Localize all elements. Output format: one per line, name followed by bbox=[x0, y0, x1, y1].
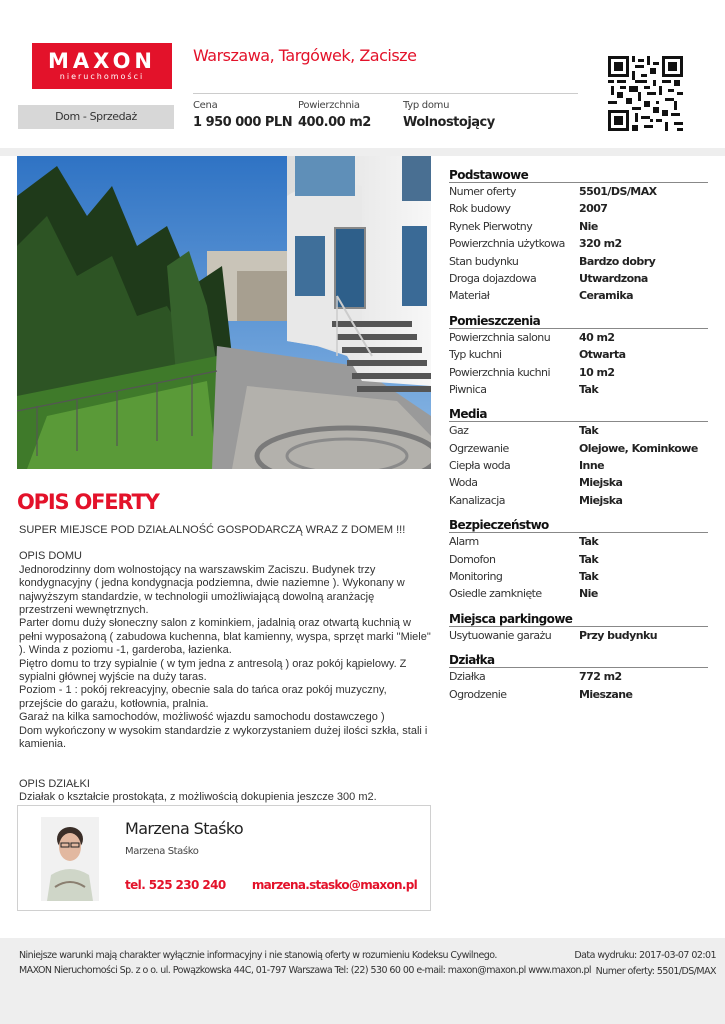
agent-phone-link[interactable]: tel. 525 230 240 bbox=[125, 878, 226, 892]
detail-row bbox=[449, 585, 708, 602]
area-label: Powierzchnia bbox=[298, 100, 360, 111]
detail-key: Materiał bbox=[449, 289, 490, 303]
plot-description-text: Działak o kształcie prostokąta, z możliwością dokupienia jeszcze 300 m2. bbox=[19, 790, 377, 803]
offer-type-badge: Dom - Sprzedaż bbox=[18, 105, 174, 129]
detail-row bbox=[449, 346, 708, 363]
section-title-utilities: Media bbox=[449, 407, 708, 422]
detail-value: 10 m2 bbox=[579, 365, 615, 379]
detail-value: Tak bbox=[579, 535, 599, 549]
property-photo[interactable] bbox=[17, 156, 431, 469]
footer-issue-date: Data wydruku: 2017-03-07 02:01 bbox=[574, 950, 716, 961]
detail-value: 40 m2 bbox=[579, 330, 615, 344]
detail-row bbox=[449, 440, 708, 457]
detail-row bbox=[449, 422, 708, 439]
detail-key: Powierzchnia kuchni bbox=[449, 365, 550, 379]
section-title-basic: Podstawowe bbox=[449, 168, 708, 183]
detail-key: Powierzchnia salonu bbox=[449, 330, 551, 344]
section-title-parking: Miejsca parkingowe bbox=[449, 612, 708, 627]
footer-company-info: MAXON Nieruchomości Sp. z o o. ul. Powązkowska 44C, 01-797 Warszawa Tel: (22) 530 60 00 e-mail: maxon@maxon.pl www.maxon.pl bbox=[19, 965, 592, 976]
house-paragraph: Piętro domu to trzy sypialnie ( w tym jedna z antresolą ) oraz pokój kąpielowy. Z sypialni głównej wyjście na duży taras. bbox=[19, 657, 407, 684]
detail-row bbox=[449, 686, 708, 703]
price-block bbox=[193, 100, 292, 130]
header-separator-band bbox=[0, 148, 725, 156]
detail-row bbox=[449, 364, 708, 381]
detail-key: Stan budynku bbox=[449, 254, 519, 268]
detail-row bbox=[449, 287, 708, 304]
detail-row bbox=[449, 492, 708, 509]
house-paragraph: Jednorodzinny dom wolnostojący na warszawskim Zaciszu. Budynek trzy kondygnacyjny ( jedna kondygnacja podziemna, dwie naziemne ). Wykonany w najwyższym standardzie, w technologii umożliwiającą dowolną aranżację przestrzeni wewnętrznych. bbox=[19, 563, 405, 617]
detail-key: Ogrzewanie bbox=[449, 441, 509, 455]
detail-value: Bardzo dobry bbox=[579, 254, 656, 268]
house-type-label: Typ domu bbox=[403, 100, 450, 111]
house-paragraph: Parter domu duży słoneczny salon z kominkiem, jadalnią oraz otwartą kuchnią w pełni wyposażoną ( zabudowa kuchenna, blat kamienny, wyspa, sprzęt marki "Miele" ). Winda z poziomu -1, garderoba, łazienka. bbox=[19, 617, 431, 657]
footer-offer-number: Numer oferty: 5501/DS/MAX bbox=[595, 966, 716, 977]
area-value: 400.00 m2 bbox=[298, 115, 371, 130]
detail-row bbox=[449, 253, 708, 270]
detail-value: Inne bbox=[579, 459, 605, 473]
detail-key: Typ kuchni bbox=[449, 348, 502, 362]
house-paragraph: Poziom - 1 : pokój rekreacyjny, obecnie sala do tańca oraz pokój muzyczny, przejście do garażu, kotłownia, pralnia. bbox=[19, 684, 387, 710]
detail-key: Numer oferty bbox=[449, 185, 516, 198]
detail-row bbox=[449, 329, 708, 346]
detail-row bbox=[449, 183, 708, 200]
detail-value: Miejska bbox=[579, 476, 623, 490]
detail-value: Tak bbox=[579, 424, 599, 438]
detail-row bbox=[449, 200, 708, 217]
detail-value: Tak bbox=[579, 552, 599, 566]
detail-value: Ceramika bbox=[579, 289, 633, 303]
detail-value: Przy budynku bbox=[579, 628, 658, 642]
detail-key: Droga dojazdowa bbox=[449, 271, 537, 285]
detail-row bbox=[449, 270, 708, 287]
description-body bbox=[19, 524, 431, 804]
detail-key: Gaz bbox=[449, 424, 469, 438]
qr-code[interactable] bbox=[608, 56, 683, 131]
detail-value: Miejska bbox=[579, 493, 623, 507]
detail-value: Nie bbox=[579, 219, 598, 233]
section-title-rooms: Pomieszczenia bbox=[449, 314, 708, 329]
description-title: OPIS OFERTY bbox=[17, 490, 159, 514]
detail-value: Utwardzona bbox=[579, 271, 648, 285]
detail-row bbox=[449, 474, 708, 491]
detail-value: Tak bbox=[579, 570, 599, 584]
detail-row bbox=[449, 218, 708, 235]
detail-row bbox=[449, 568, 708, 585]
detail-value: Mieszane bbox=[579, 687, 633, 701]
detail-key: Alarm bbox=[449, 535, 479, 549]
detail-key: Woda bbox=[449, 476, 478, 490]
detail-key: Osiedle zamknięte bbox=[449, 587, 542, 601]
house-type-block bbox=[403, 100, 495, 130]
detail-key: Powierzchnia użytkowa bbox=[449, 237, 565, 251]
detail-value: 772 m2 bbox=[579, 670, 622, 684]
detail-key: Kanalizacja bbox=[449, 493, 505, 507]
detail-row bbox=[449, 551, 708, 568]
house-type-value: Wolnostojący bbox=[403, 115, 495, 130]
agent-subtitle: Marzena Staśko bbox=[125, 846, 199, 857]
detail-row bbox=[449, 668, 708, 685]
agent-card bbox=[17, 805, 431, 911]
house-description-heading: OPIS DOMU bbox=[19, 550, 82, 563]
header-divider bbox=[193, 93, 578, 94]
detail-value: 320 m2 bbox=[579, 237, 622, 251]
detail-key: Monitoring bbox=[449, 570, 503, 584]
agent-avatar bbox=[41, 817, 99, 901]
detail-key: Piwnica bbox=[449, 382, 487, 396]
house-paragraph: Garaż na kilka samochodów, możliwość wjazdu samochodu dostawczego ) bbox=[19, 711, 385, 724]
page-footer bbox=[0, 938, 725, 1024]
detail-key: Działka bbox=[449, 670, 486, 684]
area-block bbox=[298, 100, 371, 130]
detail-key: Ogrodzenie bbox=[449, 687, 507, 701]
plot-description-heading: OPIS DZIAŁKI bbox=[19, 777, 90, 790]
detail-row bbox=[449, 235, 708, 252]
description-headline: SUPER MIEJSCE POD DZIAŁALNOŚĆ GOSPODARCZĄ WRAZ Z DOMEM !!! bbox=[19, 524, 406, 536]
section-title-plot: Działka bbox=[449, 653, 708, 668]
detail-key: Ciepła woda bbox=[449, 459, 511, 473]
detail-value: 2007 bbox=[579, 202, 608, 216]
detail-value: Otwarta bbox=[579, 348, 626, 362]
agent-email-link[interactable]: marzena.stasko@maxon.pl bbox=[251, 878, 417, 892]
details-panel bbox=[449, 168, 708, 703]
agent-name: Marzena Staśko bbox=[125, 819, 244, 838]
footer-disclaimer: Niniejsze warunki mają charakter wyłącznie informacyjny i nie stanowią oferty w rozumieniu Kodeksu Cywilnego. bbox=[19, 950, 497, 961]
section-title-security: Bezpieczeństwo bbox=[449, 518, 708, 533]
page-header bbox=[0, 0, 725, 148]
detail-row bbox=[449, 381, 708, 398]
detail-value: Tak bbox=[579, 382, 599, 396]
detail-row bbox=[449, 457, 708, 474]
price-label: Cena bbox=[193, 100, 218, 111]
house-paragraph: Dom wykończony w wysokim standardzie z wykorzystaniem dużej ilości szkła, stali i kamienia. bbox=[19, 724, 428, 751]
detail-key: Usytuowanie garażu bbox=[449, 628, 552, 642]
detail-key: Domofon bbox=[449, 552, 496, 566]
logo-main-text: MAXON bbox=[47, 49, 157, 73]
detail-value: 5501/DS/MAX bbox=[579, 185, 657, 198]
maxon-logo[interactable] bbox=[32, 43, 172, 89]
logo-sub-text: nieruchomości bbox=[59, 72, 145, 81]
detail-row bbox=[449, 627, 708, 644]
detail-key: Rynek Pierwotny bbox=[449, 219, 533, 233]
offer-location: Warszawa, Targówek, Zacisze bbox=[193, 46, 417, 65]
detail-row bbox=[449, 533, 708, 550]
detail-value: Olejowe, Kominkowe bbox=[579, 441, 698, 455]
price-value: 1 950 000 PLN bbox=[193, 115, 293, 130]
detail-key: Rok budowy bbox=[449, 202, 511, 216]
detail-value: Nie bbox=[579, 587, 598, 601]
